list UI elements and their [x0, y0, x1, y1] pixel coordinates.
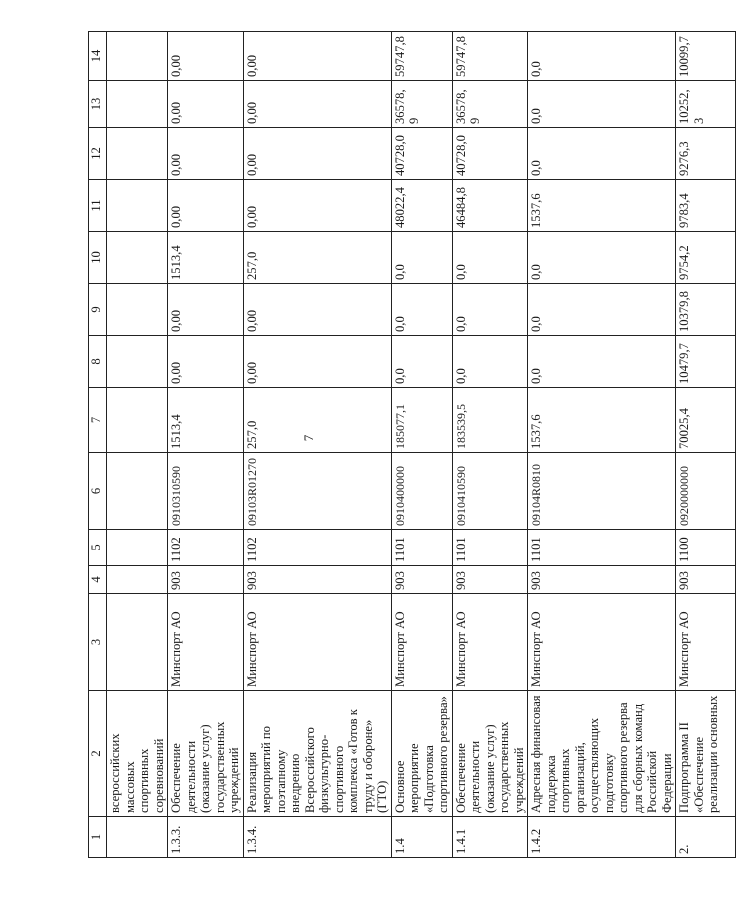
- cell-c13: [107, 81, 168, 128]
- cell-c5: 1101: [452, 530, 528, 566]
- header-cell: 6: [89, 453, 107, 530]
- row-name: Обеспечение деятельности (оказание услуг) государственных учреждений: [168, 691, 244, 817]
- cell-c9: 0,00: [243, 284, 391, 336]
- cell-c10: 9754,2: [676, 232, 736, 284]
- cell-c4: 903: [391, 566, 452, 594]
- row-id: 1.4.2: [528, 817, 676, 858]
- row-name: Обеспечение деятельности (оказание услуг) государственных учреждений: [452, 691, 528, 817]
- cell-c11: 0,00: [168, 180, 244, 232]
- cell-c5: 1102: [243, 530, 391, 566]
- header-cell: 11: [89, 180, 107, 232]
- cell-c13: 10252,3: [676, 81, 736, 128]
- header-cell: 12: [89, 128, 107, 180]
- cell-c7: 1513,4: [168, 388, 244, 453]
- cell-c8: 0,0: [528, 336, 676, 388]
- cell-c9: 0,0: [528, 284, 676, 336]
- cell-c7: 70025,4: [676, 388, 736, 453]
- cell-c14: 0,0: [528, 32, 676, 81]
- row-id: 1.3.4.: [243, 817, 391, 858]
- row-org: [107, 594, 168, 691]
- header-cell: 1: [89, 817, 107, 858]
- document-sheet: [88, 32, 720, 858]
- row-org: Минспорт АО: [452, 594, 528, 691]
- cell-c13: 0,00: [168, 81, 244, 128]
- row-org: Минспорт АО: [168, 594, 244, 691]
- cell-c5: 1100: [676, 530, 736, 566]
- table-row: [243, 32, 391, 858]
- cell-c8: 0,00: [168, 336, 244, 388]
- header-cell: 7: [89, 388, 107, 453]
- cell-c6: 09103R01270: [243, 453, 391, 530]
- row-id: 1.3.3.: [168, 817, 244, 858]
- cell-c4: 903: [528, 566, 676, 594]
- cell-c14: 10099,7: [676, 32, 736, 81]
- cell-c4: 903: [452, 566, 528, 594]
- cell-c8: 0,00: [243, 336, 391, 388]
- cell-c5: 1101: [391, 530, 452, 566]
- cell-c12: [107, 128, 168, 180]
- cell-c8: 0,0: [391, 336, 452, 388]
- header-cell: 9: [89, 284, 107, 336]
- cell-c4: 903: [243, 566, 391, 594]
- cell-c13: 36578,9: [452, 81, 528, 128]
- cell-c11: 9783,4: [676, 180, 736, 232]
- cell-c9: 0,00: [168, 284, 244, 336]
- cell-c10: 0,0: [391, 232, 452, 284]
- cell-c10: 257,0: [243, 232, 391, 284]
- cell-c9: 0,0: [391, 284, 452, 336]
- cell-c7: [107, 388, 168, 453]
- cell-c8: 10479,7: [676, 336, 736, 388]
- cell-c13: 0,00: [243, 81, 391, 128]
- header-row: [89, 32, 107, 858]
- header-cell: 2: [89, 691, 107, 817]
- cell-c8: [107, 336, 168, 388]
- cell-c6: 0910410590: [452, 453, 528, 530]
- cell-c8: 0,0: [452, 336, 528, 388]
- header-cell: 4: [89, 566, 107, 594]
- cell-c6: 0920000000: [676, 453, 736, 530]
- cell-c4: [107, 566, 168, 594]
- table-row: [528, 32, 676, 858]
- cell-c11: 48022,4: [391, 180, 452, 232]
- header-cell: 8: [89, 336, 107, 388]
- header-cell: 14: [89, 32, 107, 81]
- cell-c14: 0,00: [168, 32, 244, 81]
- cell-c14: [107, 32, 168, 81]
- table-row: [107, 32, 168, 858]
- cell-c11: 1537,6: [528, 180, 676, 232]
- cell-c9: [107, 284, 168, 336]
- row-id: 1.4.1: [452, 817, 528, 858]
- row-name: Адресная финансовая поддержка спортивных организаций, осуществляющих подготовку спортивного резерва для сборных команд Российской Федерации: [528, 691, 676, 817]
- row-name: Подпрограмма II «Обеспечение реализации основных: [676, 691, 736, 817]
- row-org: Минспорт АО: [528, 594, 676, 691]
- cell-c7: 183539,5: [452, 388, 528, 453]
- cell-c10: 0,0: [528, 232, 676, 284]
- cell-c12: 0,00: [243, 128, 391, 180]
- cell-c4: 903: [168, 566, 244, 594]
- cell-c6: 09104R0810: [528, 453, 676, 530]
- cell-c6: 0910400000: [391, 453, 452, 530]
- cell-c12: 0,0: [528, 128, 676, 180]
- cell-c11: 46484,8: [452, 180, 528, 232]
- budget-table: [88, 31, 736, 858]
- cell-c13: 0,0: [528, 81, 676, 128]
- row-id: 1.4: [391, 817, 452, 858]
- row-org: Минспорт АО: [676, 594, 736, 691]
- cell-c9: 10379,8: [676, 284, 736, 336]
- cell-c12: 0,00: [168, 128, 244, 180]
- row-org: Минспорт АО: [391, 594, 452, 691]
- row-id: 2.: [676, 817, 736, 858]
- row-name: Основное мероприятие «Подготовка спортивного резерва»: [391, 691, 452, 817]
- cell-c10: [107, 232, 168, 284]
- cell-c7: 1537,6: [528, 388, 676, 453]
- cell-c7: 257,0: [243, 388, 391, 453]
- cell-c14: 59747,8: [391, 32, 452, 81]
- table-row: [391, 32, 452, 858]
- cell-c4: 903: [676, 566, 736, 594]
- cell-c6: [107, 453, 168, 530]
- table-row: [452, 32, 528, 858]
- cell-c10: 0,0: [452, 232, 528, 284]
- row-org: Минспорт АО: [243, 594, 391, 691]
- header-cell: 10: [89, 232, 107, 284]
- cell-c10: 1513,4: [168, 232, 244, 284]
- cell-c9: 0,0: [452, 284, 528, 336]
- header-cell: 13: [89, 81, 107, 128]
- cell-c12: 40728,0: [391, 128, 452, 180]
- row-id: [107, 817, 168, 858]
- cell-c11: [107, 180, 168, 232]
- table-row: [676, 32, 736, 858]
- cell-c12: 9276,3: [676, 128, 736, 180]
- cell-c7: 185077,1: [391, 388, 452, 453]
- cell-c14: 0,00: [243, 32, 391, 81]
- cell-c5: [107, 530, 168, 566]
- row-name: Реализация мероприятий по поэтапному внедрению Всероссийского физкультурно-спортивного комплекса «Готов к труду и обороне» (ГТО): [243, 691, 391, 817]
- cell-c13: 36578,9: [391, 81, 452, 128]
- cell-c12: 40728,0: [452, 128, 528, 180]
- cell-c14: 59747,8: [452, 32, 528, 81]
- row-name: всероссийских массовых спортивных соревнований: [107, 691, 168, 817]
- header-cell: 3: [89, 594, 107, 691]
- header-cell: 5: [89, 530, 107, 566]
- cell-c5: 1101: [528, 530, 676, 566]
- cell-c5: 1102: [168, 530, 244, 566]
- cell-c6: 0910310590: [168, 453, 244, 530]
- page-number: 7: [301, 434, 316, 442]
- cell-c11: 0,00: [243, 180, 391, 232]
- table-row: [168, 32, 244, 858]
